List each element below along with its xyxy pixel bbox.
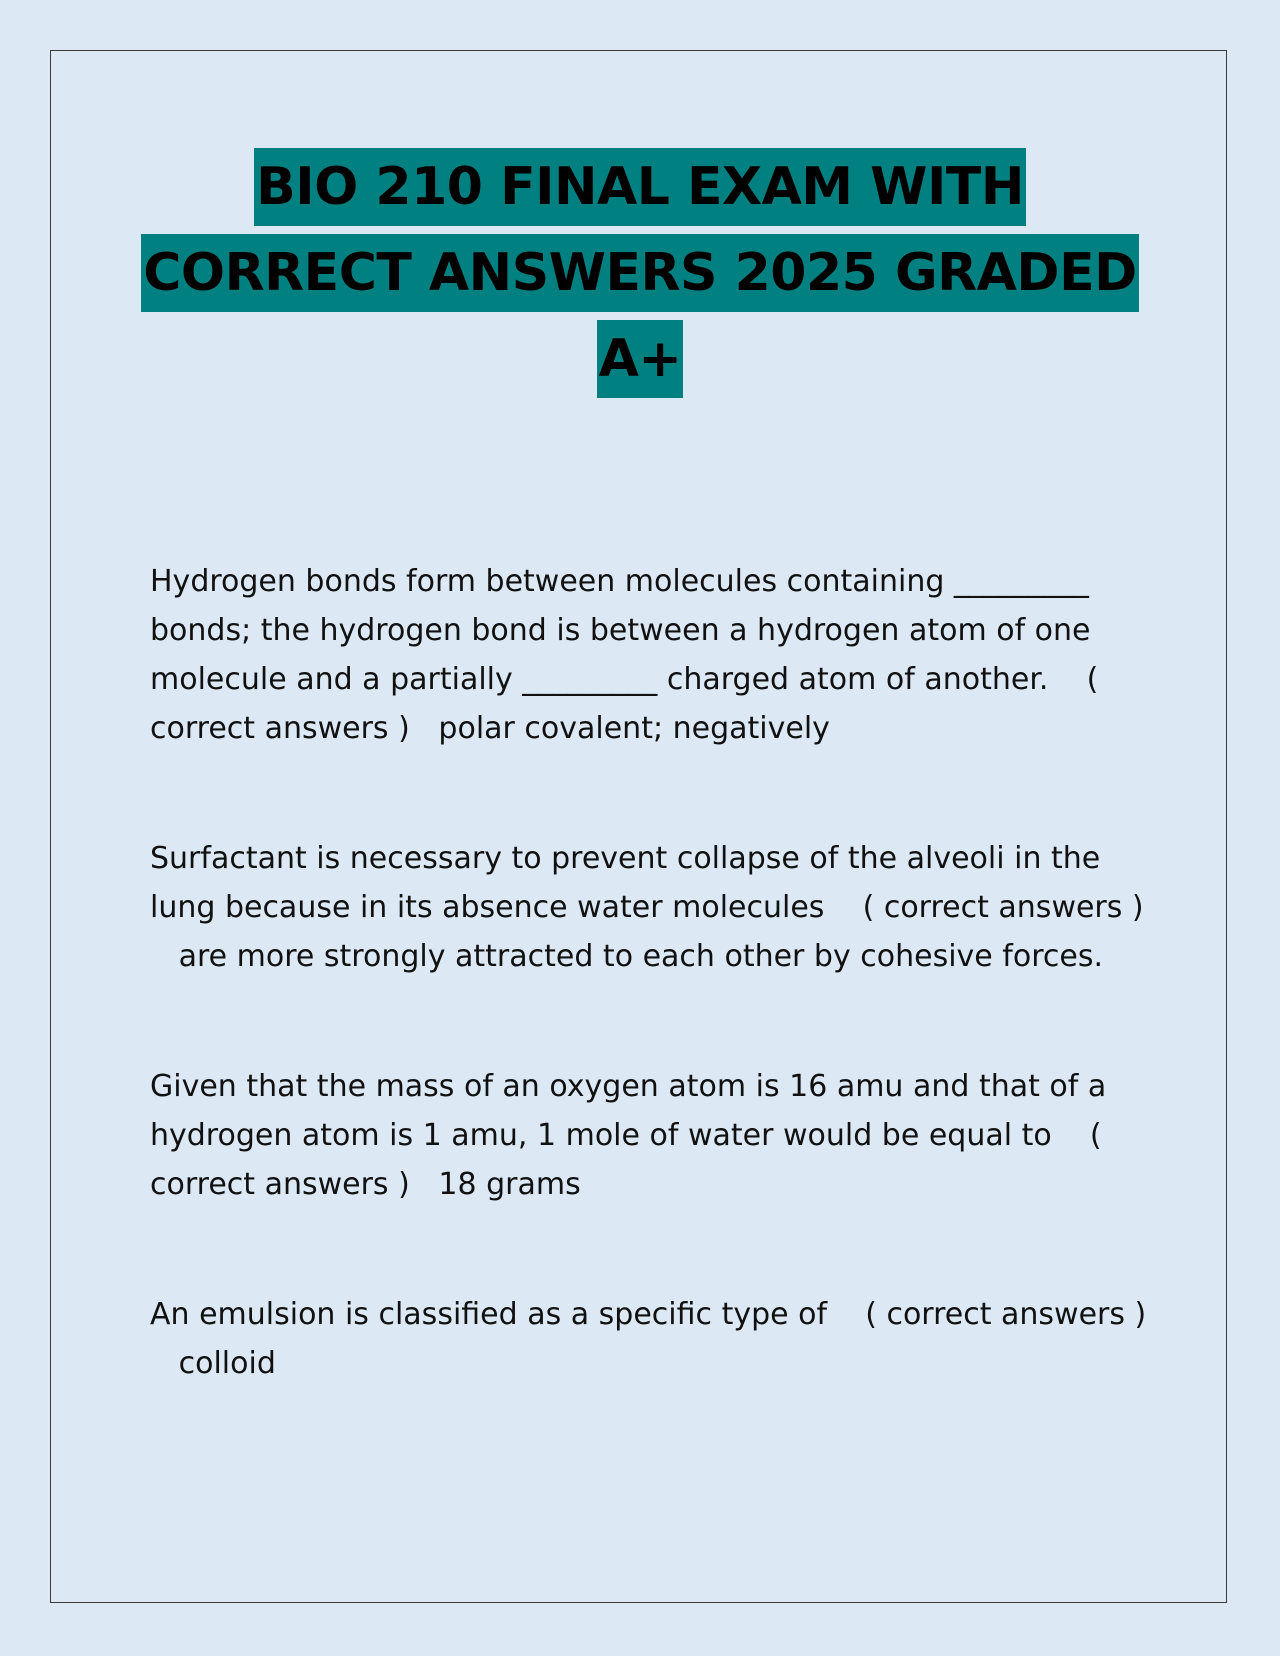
qa-item	[150, 834, 1150, 981]
title-line-1: BIO 210 FINAL EXAM WITH	[254, 148, 1026, 226]
qa-item	[150, 1062, 1150, 1209]
answer-marker: ( correct answers )	[865, 1297, 1147, 1332]
answer-text: are more strongly attracted to each other by cohesive forces.	[178, 939, 1103, 974]
document-title	[100, 148, 1180, 406]
qa-item	[150, 557, 1150, 753]
question-text: Surfactant is necessary to prevent collapse of the alveoli in the lung because in its absence water molecules	[150, 841, 1101, 925]
answer-marker: ( correct answers )	[150, 1118, 1102, 1202]
answer-text: colloid	[178, 1346, 276, 1381]
answer-text: 18 grams	[438, 1167, 581, 1202]
title-line-3: A+	[597, 320, 684, 398]
answer-text: polar covalent; negatively	[438, 711, 830, 746]
question-text: Given that the mass of an oxygen atom is 16 amu and that of a hydrogen atom is 1 amu, 1 mole of water would be equal to	[150, 1069, 1107, 1153]
title-line-2: CORRECT ANSWERS 2025 GRADED	[141, 234, 1139, 312]
qa-item	[150, 1290, 1150, 1388]
answer-marker: ( correct answers )	[862, 890, 1144, 925]
question-text: An emulsion is classified as a specific type of	[150, 1297, 828, 1332]
qa-list	[150, 557, 1150, 1388]
answer-marker: ( correct answers )	[150, 662, 1099, 746]
question-text: Hydrogen bonds form between molecules containing _________ bonds; the hydrogen bond is between a hydrogen atom of one molecule and a partially _________ charged atom of another.	[150, 564, 1091, 697]
